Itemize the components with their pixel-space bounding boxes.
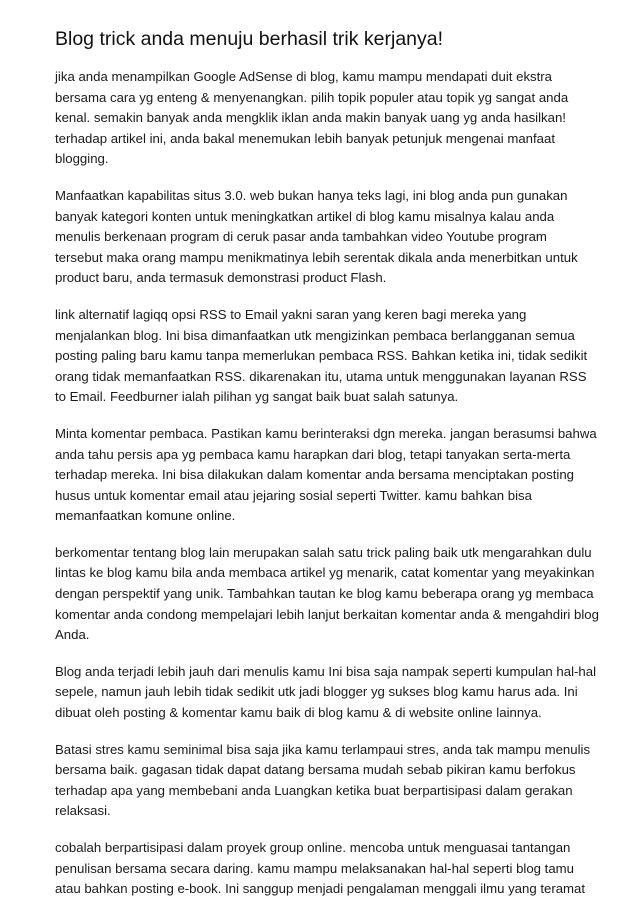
paragraph-line: memanfaatkan komune online.	[55, 508, 236, 524]
paragraph	[55, 740, 615, 822]
paragraph	[55, 662, 615, 724]
paragraph-line: Manfaatkan kapabilitas situs 3.0. web bukan hanya teks lagi, ini blog anda pun gunakan	[55, 187, 568, 203]
paragraph-line: husus untuk komentar email atau jejaring sosial seperti Twitter. kamu bahkan bisa	[55, 487, 532, 503]
paragraph-line: blogging.	[55, 151, 109, 167]
paragraph	[55, 424, 615, 527]
paragraph-line: tersebut maka orang mampu menikmatinya lebih serentak dikala anda menerbitkan untuk	[55, 249, 578, 265]
paragraph-line: bersama cara yg enteng & menyenangkan. pilih topik populer atau topik yg sangat anda	[55, 89, 569, 105]
paragraph-line: kenal. semakin banyak anda mengklik iklan anda makin banyak uang yg anda hasilkan!	[55, 110, 566, 126]
paragraph-line: Minta komentar pembaca. Pastikan kamu berinteraksi dgn mereka. jangan berasumsi bahwa	[55, 425, 597, 441]
paragraph-line: penulisan bersama secara daring. kamu mampu melaksanakan hal-hal seperti blog tamu	[55, 860, 574, 876]
paragraph-line: terhadap mereka. Ini bisa dilakukan dalam komentar anda bersama menciptakan posting	[55, 467, 575, 483]
paragraph-line: dibuat oleh posting & komentar kamu baik di blog kamu & di website online lainnya.	[55, 705, 542, 721]
paragraph-line: atau bahkan posting e-book. Ini sanggup menjadi pengalaman menggali ilmu yang teramat	[55, 881, 586, 897]
paragraph-line: posting paling baru kamu tanpa memerlukan pembaca RSS. Bahkan ketika ini, tidak sedikit	[55, 348, 588, 364]
paragraph	[55, 67, 615, 170]
paragraph-line: Blog anda terjadi lebih jauh dari menulis kamu Ini bisa saja nampak seperti kumpulan hal-hal	[55, 663, 596, 679]
paragraph-line: to Email. Feedburner ialah pilihan yg sangat baik buat salah satunya.	[55, 389, 459, 405]
paragraph-line: dengan perspektif yang unik. Tambahkan tautan ke blog kamu beberapa orang yg membaca	[55, 586, 594, 602]
paragraph-line: Batasi stres kamu seminimal bisa saja jika kamu terlampaui stres, anda tak mampu menulis	[55, 741, 591, 757]
paragraph-line: terhadap artikel ini, anda bakal menemukan lebih banyak petunjuk mengenai manfaat	[55, 130, 555, 146]
paragraph-line: terhadap apa yang membebani anda Luangkan ketika buat berpartisipasi dalam gerakan	[55, 782, 573, 798]
paragraph-line: banyak kategori konten untuk meningkatkan artikel di blog kamu misalnya kalau anda	[55, 208, 555, 224]
paragraph	[55, 186, 615, 289]
document-title: Blog trick anda menuju berhasil trik kerjanya!	[55, 28, 444, 50]
paragraph-line: link alternatif lagiqq opsi RSS to Email yakni saran yang keren bagi mereka yang	[55, 306, 527, 322]
document-body	[55, 67, 615, 900]
paragraph	[55, 305, 615, 408]
paragraph-line: product baru, anda termasuk demonstrasi product Flash.	[55, 270, 387, 286]
paragraph-line: komentar anda condong mempelajari lebih lanjut berkaitan komentar anda & mengahdiri blog	[55, 606, 599, 622]
paragraph-line: orang tidak memanfaatkan RSS. dikarenakan itu, utama untuk menggunakan layanan RSS	[55, 368, 587, 384]
paragraph-line: anda tahu persis apa yg pembaca kamu harapkan dari blog, tetapi tanyakan serta-merta	[55, 446, 571, 462]
paragraph-line: bersama baik. gagasan tidak dapat datang bersama mudah sebab pikiran kamu berfokus	[55, 762, 576, 778]
paragraph-line: berkomentar tentang blog lain merupakan salah satu trick paling baik utk mengarahkan dulu	[55, 544, 592, 560]
paragraph-line: menjalankan blog. Ini bisa dimanfaatkan utk mengizinkan pembaca berlangganan semua	[55, 327, 575, 343]
paragraph	[55, 543, 615, 646]
paragraph-line: sepele, namun jauh lebih tidak sedikit utk jadi blogger yg sukses blog kamu harus ada. Ini	[55, 684, 578, 700]
paragraph-line: Anda.	[55, 627, 90, 643]
paragraph-line: cobalah berpartisipasi dalam proyek group online. mencoba untuk menguasai tantangan	[55, 840, 571, 855]
paragraph-line: menulis berkenaan program di ceruk pasar anda tambahkan video Youtube program	[55, 229, 547, 245]
paragraph-line: jika anda menampilkan Google AdSense di blog, kamu mampu mendapati duit ekstra	[55, 69, 553, 84]
document-page	[55, 24, 615, 916]
paragraph-line: relaksasi.	[55, 803, 111, 819]
paragraph-line: lintas ke blog kamu bila anda membaca artikel yg menarik, catat komentar yang meyakinkan	[55, 565, 595, 581]
paragraph	[55, 838, 615, 900]
